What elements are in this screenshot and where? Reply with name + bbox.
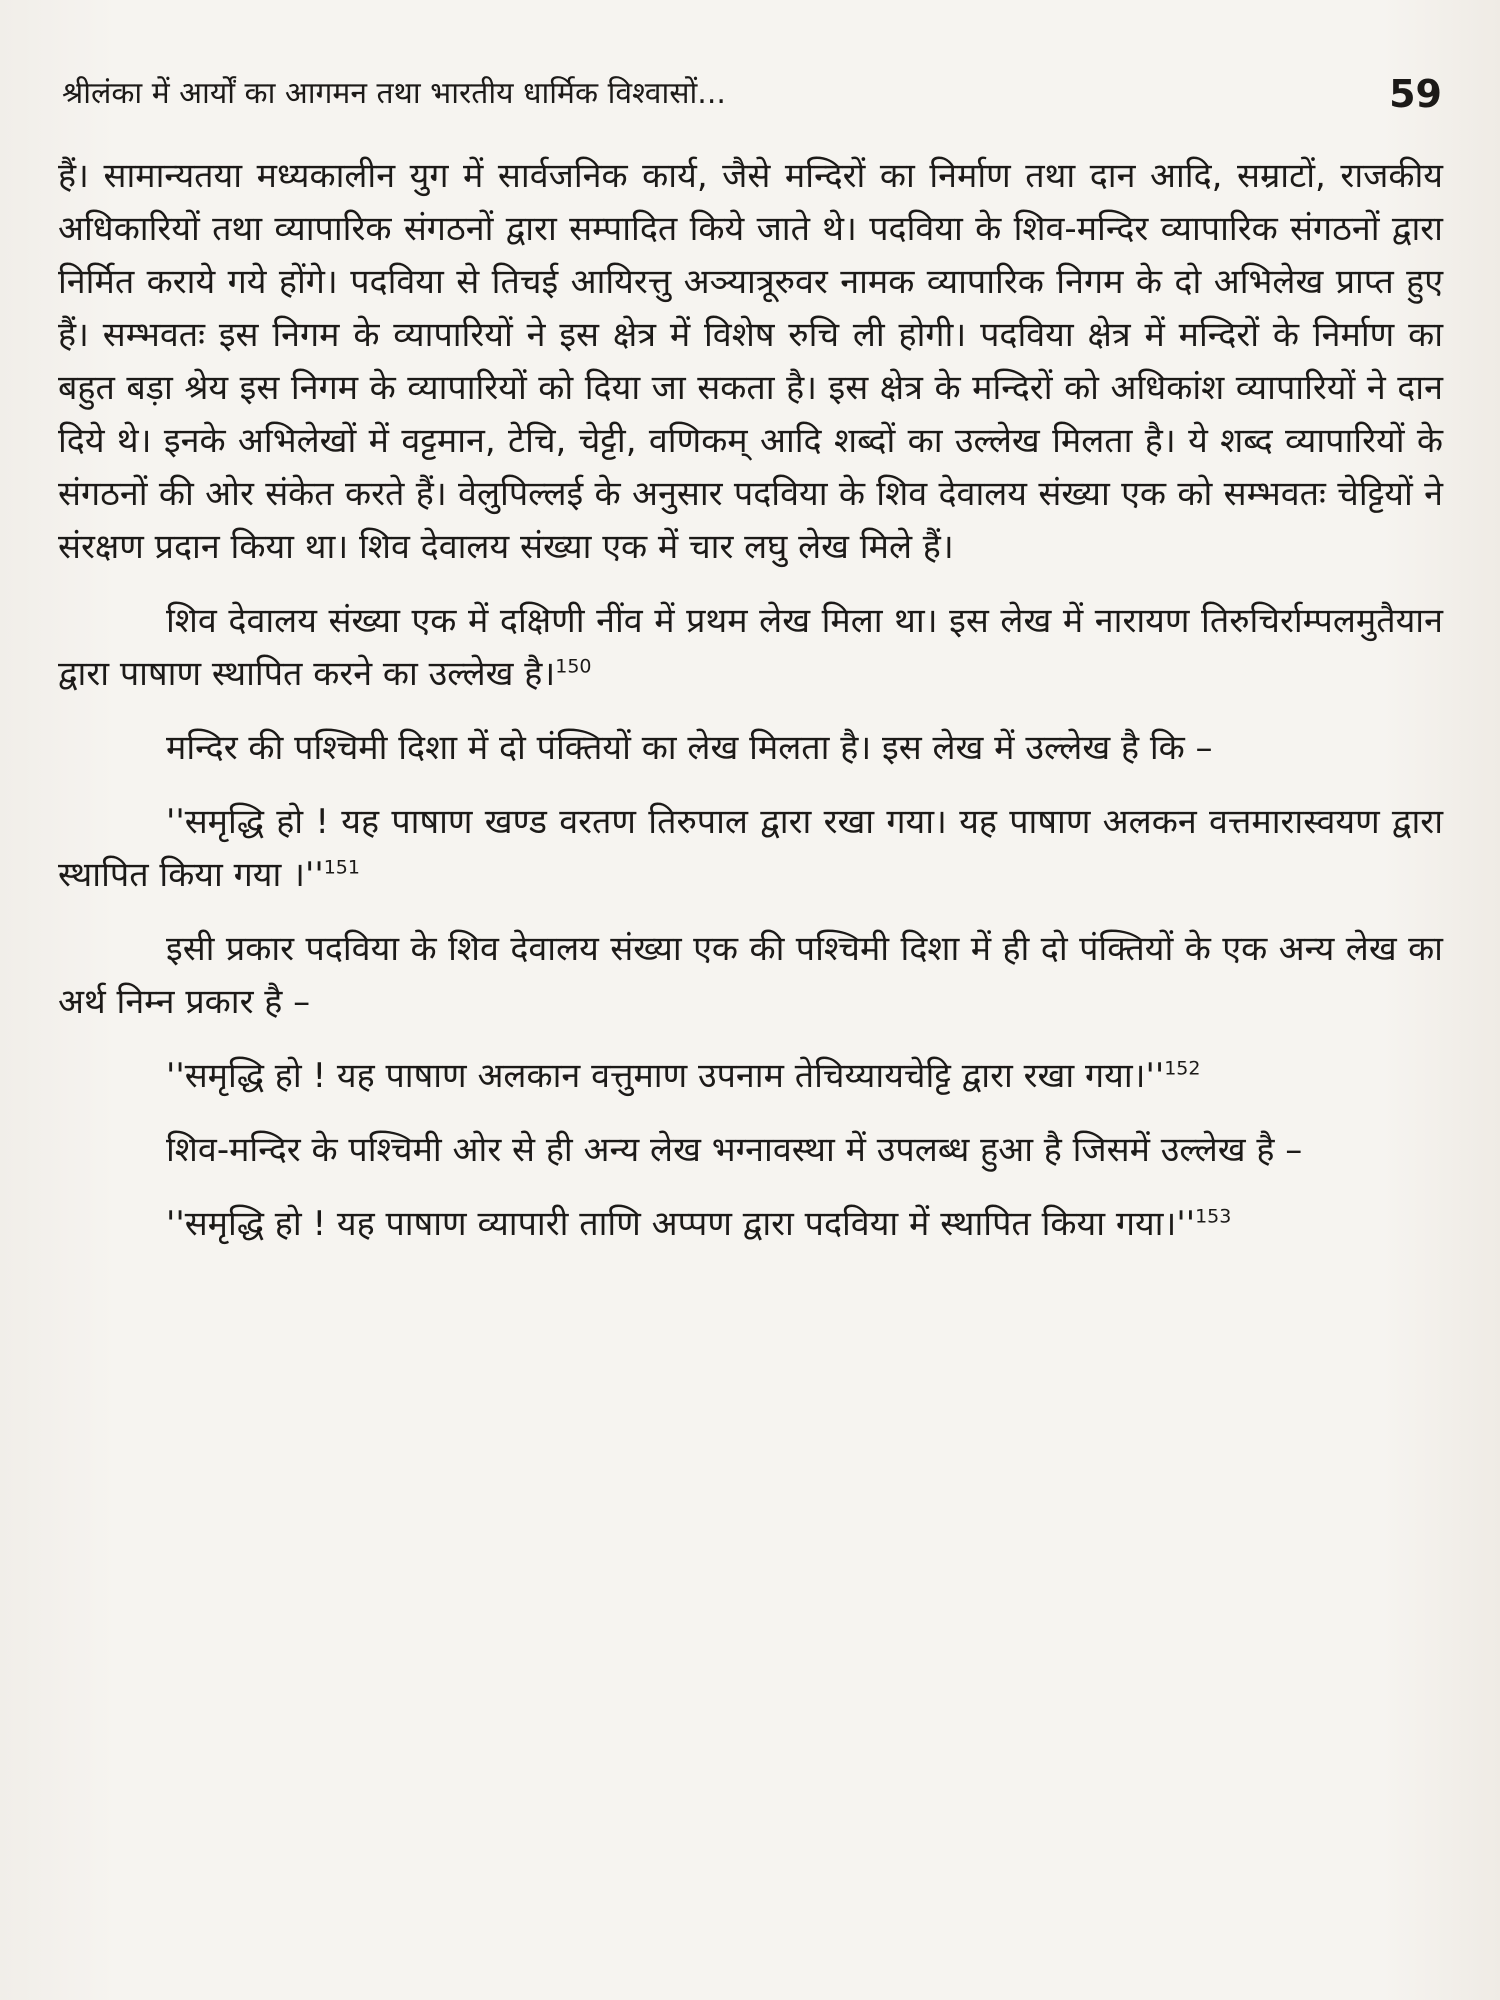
paragraph [58, 1124, 1443, 1177]
page-number: 59 [1389, 72, 1442, 116]
body-text [58, 150, 1443, 1272]
paragraph-text: इसी प्रकार पदविया के शिव देवालय संख्या एक की पश्चिमी दिशा में ही दो पंक्तियों के एक अन्य लेख का अर्थ निम्न प्रकार है – [58, 929, 1443, 1022]
paragraph [58, 595, 1443, 701]
paragraph [58, 722, 1443, 775]
paragraph-text: मन्दिर की पश्चिमी दिशा में दो पंक्तियों का लेख मिलता है। इस लेख में उल्लेख है कि – [166, 728, 1213, 768]
quote-text: ''समृद्धि हो ! यह पाषाण व्यापारी ताणि अप्पण द्वारा पदविया में स्थापित किया गया।'' [166, 1204, 1196, 1244]
quote-text: ''समृद्धि हो ! यह पाषाण खण्ड वरतण तिरुपाल द्वारा रखा गया। यह पाषाण अलकन वत्तमारास्वयण द्वारा स्थापित किया गया ।'' [58, 802, 1443, 895]
running-title: श्रीलंका में आर्यों का आगमन तथा भारतीय धार्मिक विश्वासों... [62, 76, 726, 111]
footnote-ref: 150 [555, 655, 592, 678]
quote-paragraph [58, 1050, 1443, 1103]
paragraph-text: शिव-मन्दिर के पश्चिमी ओर से ही अन्य लेख भग्नावस्था में उपलब्ध हुआ है जिसमें उल्लेख है – [166, 1130, 1303, 1170]
paragraph [58, 150, 1443, 574]
footnote-ref: 151 [323, 856, 360, 879]
footnote-ref: 152 [1164, 1057, 1201, 1080]
paragraph-text: हैं। सामान्यतया मध्यकालीन युग में सार्वजनिक कार्य, जैसे मन्दिरों का निर्माण तथा दान आदि, सम्राटों, राजकीय अधिकारियों तथा व्यापारिक संगठनों द्वारा सम्पादित किये जाते थे। पदविया के शिव-मन्दिर व्यापारिक संगठनों द्वारा निर्मित कराये गये होंगे। पदविया से तिचई आयिरत्तु अञ्यात्रूरुवर नामक व्यापारिक निगम के दो अभिलेख प्राप्त हुए हैं। सम्भवतः इस निगम के व्यापारियों ने इस क्षेत्र में विशेष रुचि ली होगी। पदविया क्षेत्र में मन्दिरों के निर्माण का बहुत बड़ा श्रेय इस निगम के व्यापारियों को दिया जा सकता है। इस क्षेत्र के मन्दिरों को अधिकांश व्यापारियों ने दान दिये थे। इनके अभिलेखों में वट्टमान, टेचि, चेट्टी, वणिकम् आदि शब्दों का उल्लेख मिलता है। ये शब्द व्यापारियों के संगठनों की ओर संकेत करते हैं। वेलुपिल्लई के अनुसार पदविया के शिव देवालय संख्या एक को सम्भवतः चेट्टियों ने संरक्षण प्रदान किया था। शिव देवालय संख्या एक में चार लघु लेख मिले हैं। [58, 156, 1443, 567]
quote-paragraph [58, 1198, 1443, 1251]
quote-text: ''समृद्धि हो ! यह पाषाण अलकान वत्तुमाण उपनाम तेचिय्यायचेट्टि द्वारा रखा गया।'' [166, 1056, 1165, 1096]
footnote-ref: 153 [1195, 1205, 1232, 1228]
quote-paragraph [58, 796, 1443, 902]
page-header [62, 70, 1442, 118]
paragraph [58, 923, 1443, 1029]
paragraph-text: शिव देवालय संख्या एक में दक्षिणी नींव में प्रथम लेख मिला था। इस लेख में नारायण तिरुचिर्राम्पलमुतैयान द्वारा पाषाण स्थापित करने का उल्लेख है। [58, 601, 1443, 694]
